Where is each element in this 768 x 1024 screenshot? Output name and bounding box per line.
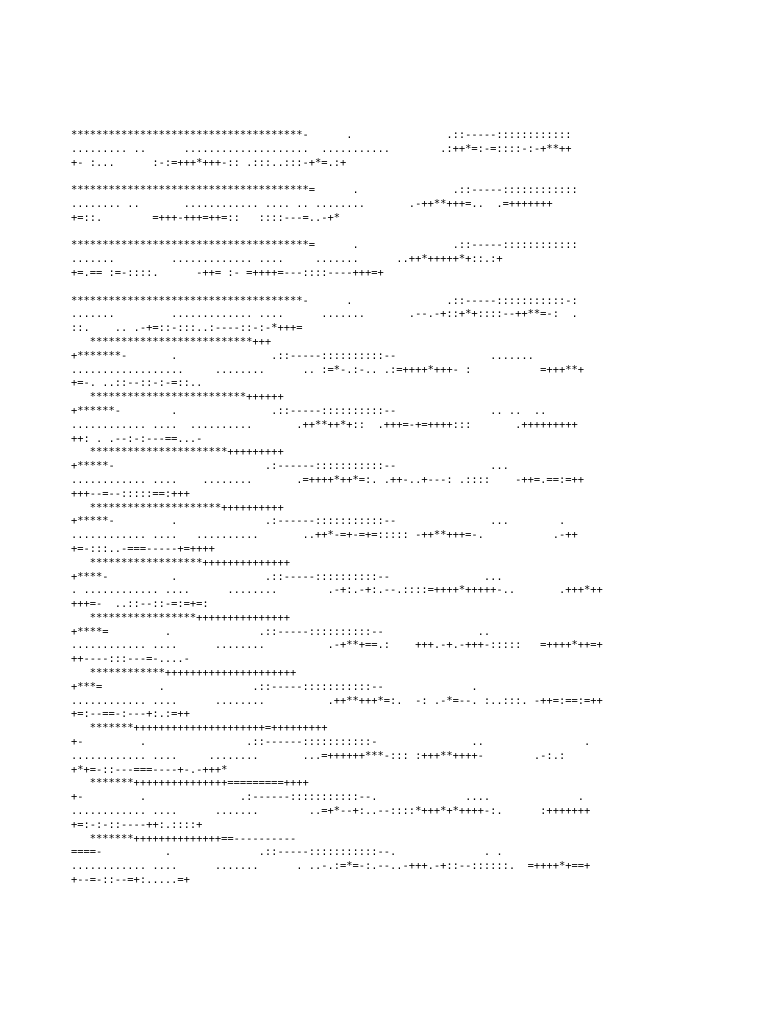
ascii-line: +- . .::------:::::::::::- .. . [71,736,591,749]
ascii-line: . ............ .... ........ .-+:.-+:.--.::::=++++*+++++-.. .+++*++ [71,584,603,597]
ascii-line: +++=- ..::--::-=:=+=: [71,598,209,611]
ascii-line: +=::. =+++-+++=++=:: ::::---=..-+* [71,211,340,224]
ascii-line: *************************************- . .::-----:::::::::::: [71,129,572,141]
ascii-line: **************************+++ [71,335,272,348]
ascii-line [71,170,711,184]
ascii-line: ............ .... ........ .++**+++*=:. -: .-*=--. :..:::. -++=:==:=++ [71,694,603,707]
ascii-line: **********************+++++++++ [71,446,284,459]
ascii-line: ====- . .::-----:::::::::::--. . . [71,846,503,859]
ascii-art-page [71,129,711,888]
ascii-line: ....... ............. .... ....... .--.-+::+*+::::--++**=-: . [71,308,578,321]
ascii-line: +--=-::--=+:.....=+ [71,874,190,887]
ascii-line [71,226,711,240]
ascii-line: *******+++++++++++++++=========++++ [71,777,309,790]
ascii-line: ............ .... .......... ..++*-=+-=+=::::: -++**+++=-. .-++ [71,529,578,542]
ascii-line: ++: . .--:-:---==...- [71,432,203,445]
ascii-line: +- :... :-:=+++*+++-:: .:::..:::-+*=.:+ [71,156,347,169]
ascii-line: +***= . .::-----:::::::::::-- . [71,680,478,693]
ascii-line: +=.== :=-::::. -++= :- =++++=---::::----+++=+ [71,266,384,279]
ascii-line: ::. .. .-+=::-:::..:----::-:-*+++= [71,322,303,335]
ascii-line: +****= . .::-----::::::::::-- .. [71,625,491,638]
ascii-line: **************************************= . .::-----:::::::::::: [71,239,578,252]
ascii-line: +*******- . .::-----::::::::::-- ....... [71,349,534,362]
ascii-line: *********************++++++++++ [71,501,284,514]
ascii-line: +- . .:------:::::::::::--. .... . [71,791,584,804]
ascii-line: ............ .... .......... .++**++*+:: .+++=-+=++++::: .+++++++++ [71,418,578,431]
ascii-line: *************************++++++ [71,391,284,404]
ascii-line: ............ .... ....... . ..-.:=*=-:.--..-+++.-+::--::::::. =++++*+==+ [71,860,591,873]
ascii-line: *************************************- . .::-----:::::::::::-: [71,294,578,307]
ascii-line: ++----:::---=-....- [71,653,190,666]
ascii-line: +=:--==-:---+:.:=++ [71,708,190,721]
ascii-line: +++--=--:::::==:+++ [71,487,190,500]
ascii-line: **************************************= . .::-----:::::::::::: [71,184,578,197]
ascii-line: ............ .... ........ ...=++++++***-::: :+++**++++- .-:.: [71,749,566,762]
ascii-line: +=-. ..::--::-:-=::.. [71,377,203,390]
ascii-line [71,281,711,295]
ascii-line: +******- . .::-----::::::::::-- .. .. .. [71,404,547,417]
ascii-line: ....... ............. .... ....... ..++*+++++*+::.:+ [71,253,503,266]
ascii-line: ************+++++++++++++++++++++ [71,667,297,680]
ascii-line: ........ .. ............ .... .. ........ .-++**+++=.. .=+++++++ [71,197,553,210]
ascii-line: ............ .... ........ .-+**+==.: +++.-+.-+++-::::: =++++*++=+ [71,639,603,652]
ascii-line: ******************++++++++++++++ [71,556,290,569]
ascii-line: ............ .... ........ .=++++*++*=:. .++-..+---: .:::: -++=.==:=++ [71,473,584,486]
ascii-line: ......... .. .................... ........... .:++*=:-=::::-:-+**++ [71,142,572,155]
ascii-line: +*****- .:------:::::::::::-- ... [71,460,509,473]
ascii-line: .................. ........ .. :=*-.:-.. .:=++++*+++- : =+++**+ [71,363,584,376]
ascii-line: +*+=-::---===----+-.-+++* [71,763,228,776]
ascii-line: +=-:::..-===-----+=++++ [71,542,215,555]
ascii-line: ............ .... ....... ..=+*--+:..--::::*+++*+*++++-:. :+++++++ [71,805,591,818]
ascii-line: +*****- . .:------:::::::::::-- ... . [71,515,566,528]
ascii-line: *******+++++++++++++++++++++=+++++++++ [71,722,328,735]
ascii-line: +****- . .::-----::::::::::-- ... [71,570,503,583]
ascii-line: +=:-:-::----++:.::::+ [71,818,203,831]
ascii-line: *******++++++++++++++==---------- [71,832,297,845]
ascii-line: *****************+++++++++++++++ [71,611,290,624]
